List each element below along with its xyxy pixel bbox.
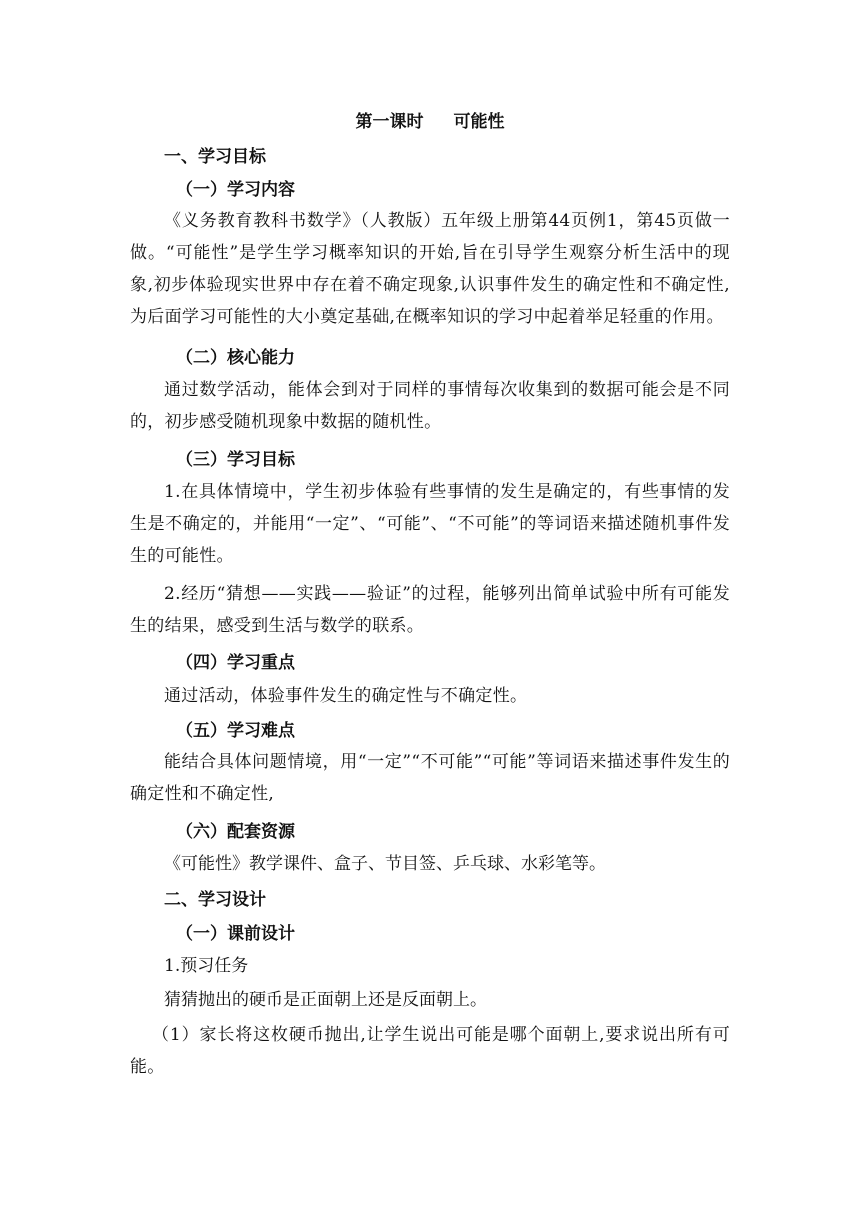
subheading-difficulties: （五）学习难点 — [176, 721, 295, 741]
paragraph-key-points: 通过活动，体验事件发生的确定性与不确定性。 — [164, 686, 528, 706]
title-topic: 可能性 — [453, 112, 505, 132]
preview-task-label: 1.预习任务 — [164, 956, 249, 976]
document-title — [0, 110, 860, 134]
subheading-pre-class-design: （一）课前设计 — [176, 924, 295, 944]
section-heading-learning-design: 二、学习设计 — [164, 890, 266, 910]
objective-item-2: 2.经历“猜想——实践——验证”的过程，能够列出简单试验中所有可能发生的结果，感受到生活与数学的联系。 — [130, 584, 730, 636]
paragraph-learning-content: 《义务教育教科书数学》（人教版）五年级上册第44页例1，第45页做一做。“可能性”是学生学习概率知识的开始,旨在引导学生观察分析生活中的现象,初步体验现实世界中存在着不确定现象,认识事件发生的确定性和不确定性,为后面学习可能性的大小奠定基础,在概率知识的学习中起着举足轻重的作用。 — [130, 211, 730, 327]
subheading-learning-content: （一）学习内容 — [176, 180, 295, 200]
objective-item-1: 1.在具体情境中，学生初步体验有些事情的发生是确定的，有些事情的发生是不确定的，并能用“一定”、“可能”、“不可能”的等词语来描述随机事件发生的可能性。 — [130, 482, 730, 566]
title-lesson: 第一课时 — [355, 112, 424, 132]
subheading-resources: （六）配套资源 — [176, 822, 295, 842]
subheading-key-points: （四）学习重点 — [176, 653, 295, 673]
section-heading-learning-goals: 一、学习目标 — [164, 147, 266, 167]
subheading-core-ability: （二）核心能力 — [176, 348, 295, 368]
paragraph-core-ability: 通过数学活动，能体会到对于同样的事情每次收集到的数据可能会是不同的，初步感受随机现象中数据的随机性。 — [130, 380, 730, 432]
paragraph-resources: 《可能性》教学课件、盒子、节目签、乒乓球、水彩笔等。 — [164, 854, 606, 874]
paragraph-difficulties: 能结合具体问题情境，用“一定”“不可能”“可能”等词语来描述事件发生的确定性和不确定性, — [130, 752, 730, 804]
subheading-learning-objectives: （三）学习目标 — [176, 450, 295, 470]
paragraph-coin-step-1: （1）家长将这枚硬币抛出,让学生说出可能是哪个面朝上,要求说出所有可能。 — [130, 1025, 730, 1077]
paragraph-coin-guess: 猜猜抛出的硬币是正面朝上还是反面朝上。 — [164, 990, 487, 1010]
